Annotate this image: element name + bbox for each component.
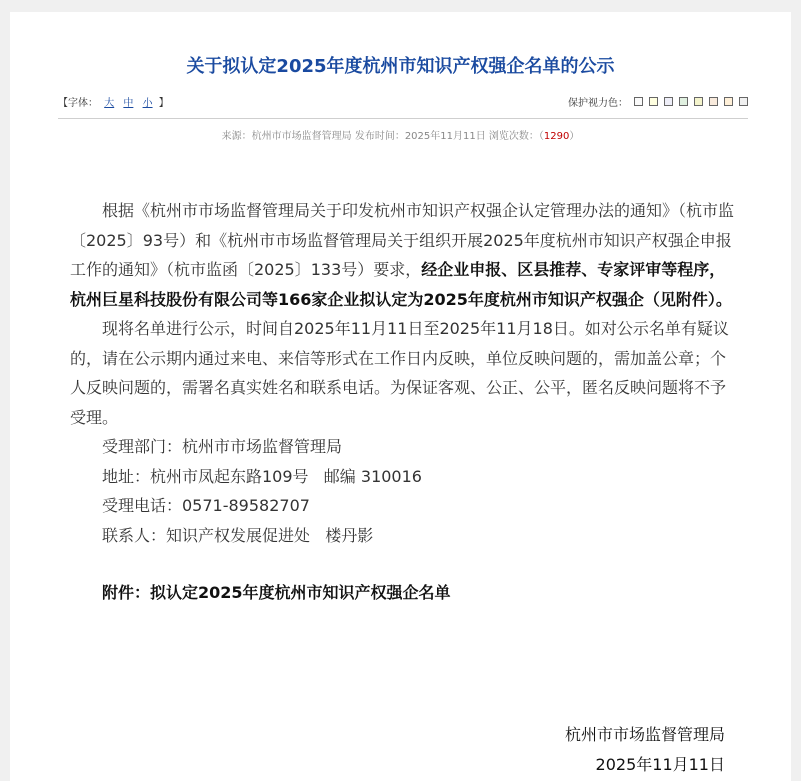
paragraph-basis xyxy=(70,196,740,314)
signature-block xyxy=(565,720,725,780)
eyecare-swatch-6[interactable] xyxy=(709,97,718,106)
signature-date: 2025年11月11日 xyxy=(595,755,725,774)
font-size-label: 【字体： xyxy=(58,98,98,109)
paragraph-basis-bold: 经企业申报、区县推荐、专家评审等程序，杭州巨星科技股份有限公司等166家企业拟认定为2025年度杭州市知识产权强企（见附件）。 xyxy=(70,260,732,309)
eyecare-color-control xyxy=(568,94,748,109)
font-size-close: 】 xyxy=(158,98,169,109)
article-page xyxy=(10,12,791,781)
eyecare-swatch-4[interactable] xyxy=(679,97,688,106)
meta-close: ） xyxy=(569,131,580,142)
eyecare-swatch-3[interactable] xyxy=(664,97,673,106)
eyecare-swatch-8[interactable] xyxy=(739,97,748,106)
paragraph-notice: 现将名单进行公示，时间自2025年11月11日至2025年11月18日。如对公示名单有疑议的，请在公示期内通过来电、来信等形式在工作日内反映，单位反映问题的，需加盖公章；个人反映问题的，需署名真实姓名和联系电话。为保证客观、公正、公平，匿名反映问题将不予受理。 xyxy=(70,319,729,427)
font-size-control xyxy=(58,94,169,109)
article-meta xyxy=(10,127,791,142)
eyecare-swatch-1[interactable] xyxy=(634,97,643,106)
attachment-link[interactable]: 附件：拟认定2025年度杭州市知识产权强企名单 xyxy=(102,583,451,602)
article-body xyxy=(70,196,740,608)
font-size-large-link[interactable]: 大 xyxy=(104,98,115,109)
eyecare-swatch-5[interactable] xyxy=(694,97,703,106)
article-toolbar xyxy=(58,94,748,110)
contact-person: 联系人：知识产权发展促进处 楼丹影 xyxy=(102,525,374,545)
eyecare-swatch-7[interactable] xyxy=(724,97,733,106)
eyecare-label: 保护视力色： xyxy=(568,98,628,109)
contact-address: 地址：杭州市凤起东路109号 邮编 310016 xyxy=(102,466,422,486)
eyecare-swatch-2[interactable] xyxy=(649,97,658,106)
paragraph-basis-text: 根据《杭州市市场监督管理局关于印发杭州市知识产权强企认定管理办法的通知》（杭市监〔2025〕93号）和《杭州市市场监督管理局关于组织开展2025年度杭州市知识产权强企申报工作的通知》（杭市监函〔2025〕133号）要求， xyxy=(70,201,735,279)
page-title: 关于拟认定2025年度杭州市知识产权强企名单的公示 xyxy=(186,56,615,77)
font-size-small-link[interactable]: 小 xyxy=(142,98,153,109)
contact-dept: 受理部门：杭州市市场监督管理局 xyxy=(102,437,343,456)
font-size-medium-link[interactable]: 中 xyxy=(123,98,134,109)
header-divider xyxy=(58,118,748,119)
meta-source: 来源：杭州市市场监督管理局 发布时间：2025年11月11日 浏览次数：（ xyxy=(221,131,544,142)
signature-org: 杭州市市场监督管理局 xyxy=(564,725,725,744)
contact-phone: 受理电话：0571-89582707 xyxy=(102,496,310,515)
view-count: 1290 xyxy=(543,131,570,142)
